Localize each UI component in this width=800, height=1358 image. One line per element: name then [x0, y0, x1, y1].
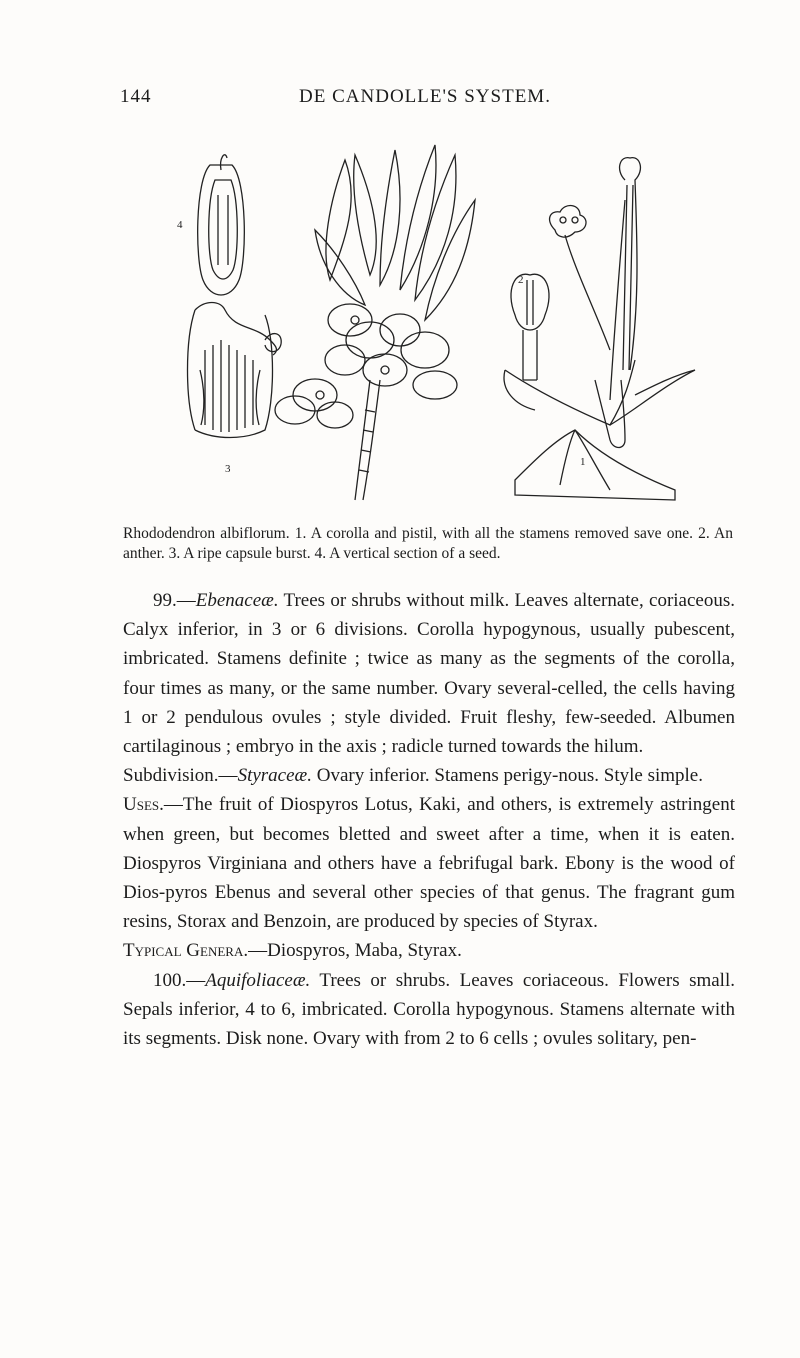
section-number: 99.—	[153, 590, 196, 611]
corolla-pistil-figure	[504, 158, 695, 500]
figure-label-2: 2	[518, 274, 524, 286]
typical-genera-label: Typical Genera.—	[123, 940, 268, 962]
paragraph-ebenaceae	[123, 586, 735, 761]
seed-section-figure	[198, 155, 245, 295]
figure-label-4: 4	[177, 219, 183, 231]
paragraph-aquifoliaceae	[123, 966, 735, 1054]
page-number: 144	[120, 86, 152, 107]
figure-label-1: 1	[580, 456, 586, 468]
page-header	[120, 86, 730, 116]
paragraph-typical-genera	[123, 936, 735, 965]
flowering-branch-figure	[275, 145, 475, 500]
figure-caption: Rhododendron albiflorum. 1. A corolla and pistil, with all the stamens removed save one. 2. An anther. 3. A ripe capsule burst. 4. A vertical section of a seed.	[123, 525, 733, 562]
capsule-figure	[188, 303, 282, 438]
paragraph-subdivision	[123, 761, 735, 790]
paragraph-text: Diospyros, Maba, Styrax.	[267, 940, 462, 962]
paragraph-text: Trees or shrubs. Leaves coriaceous. Flowers small. Sepals inferior, 4 to 6, imbricated. Corolla hypogynous. Stamens alternate with its segments. Disk none. Ovary with from 2 to 6 cells ; ovules solitary, pen-	[123, 969, 735, 1050]
uses-label: Uses.—	[123, 794, 183, 816]
paragraph-text: Ovary inferior. Stamens perigy-nous. Style simple.	[311, 765, 703, 787]
subdivision-label: Subdivision.—	[123, 765, 238, 787]
anther-figure	[511, 274, 549, 380]
paragraph-text: Trees or shrubs without milk. Leaves alternate, coriaceous. Calyx inferior, in 3 or 6 divisions. Corolla hypogynous, usually pubescent, imbricated. Stamens definite ; twice as many as the segments of the corolla, four times as many, or the same number. Ovary several-celled, the cells having 1 or 2 pendulous ovules ; style divided. Fruit fleshy, few-seeded. Albumen cartilaginous ; embryo in the axis ; radicle turned towards the hilum.	[123, 590, 735, 758]
paragraph-uses	[123, 790, 735, 936]
section-number: 100.—	[153, 969, 206, 991]
botanical-illustration	[155, 140, 725, 520]
subdivision-name: Styraceæ.	[237, 765, 312, 787]
family-name: Ebenaceæ.	[195, 590, 279, 611]
paragraph-text: The fruit of Diospyros Lotus, Kaki, and others, is extremely astringent when green, but becomes bletted and sweet after a time, when it is eaten. Diospyros Virginiana and others have a febrifugal bark. Ebony is the wood of Dios-pyros Ebenus and several other species of that genus. The fragrant gum resins, Storax and Benzoin, are produced by species of Styrax.	[123, 794, 735, 933]
running-title: DE CANDOLLE'S SYSTEM.	[299, 86, 551, 107]
figure-label-3: 3	[225, 463, 231, 475]
family-name: Aquifoliaceæ.	[205, 969, 311, 991]
page-body	[123, 586, 735, 1053]
